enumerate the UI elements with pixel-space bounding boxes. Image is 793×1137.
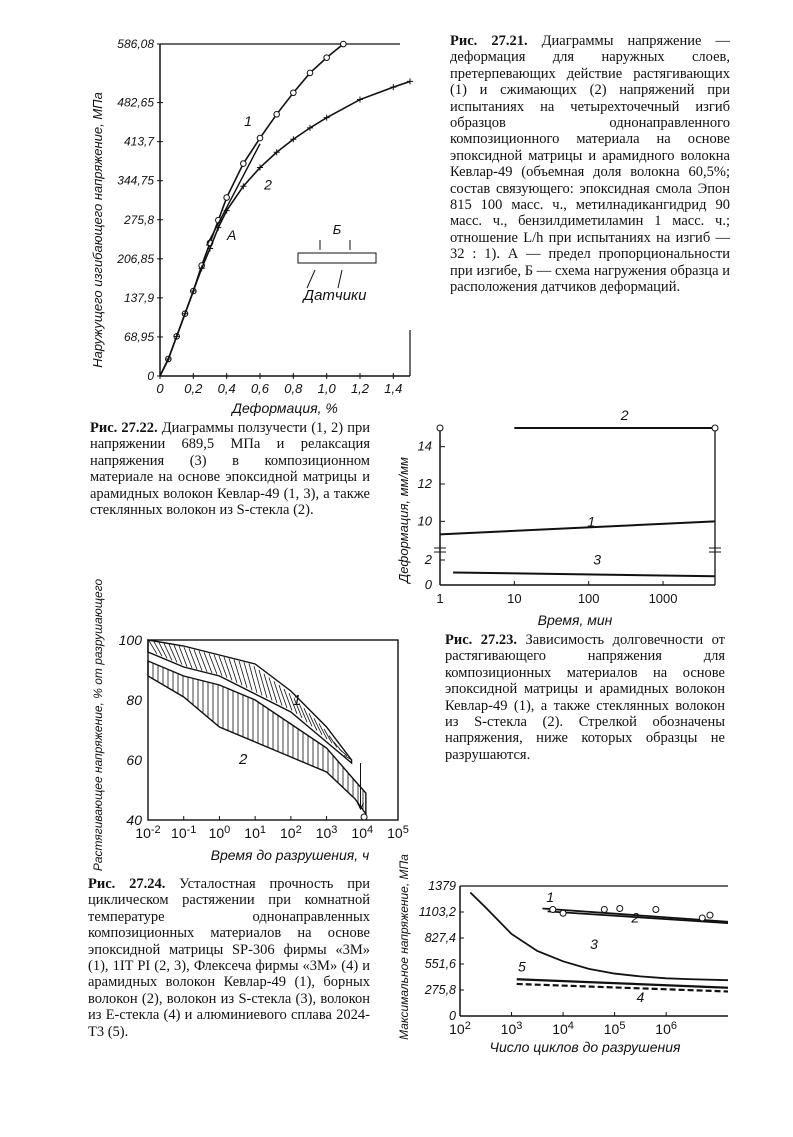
x-axis-title: Деформация, %	[232, 400, 338, 416]
data-point	[390, 84, 396, 90]
hatch	[274, 681, 282, 705]
data-point	[707, 912, 713, 918]
series-line-2	[160, 81, 410, 376]
y-axis-title: Растягивающее напряжение, % от разрушающего	[91, 578, 105, 872]
x-tick-label: 1,4	[384, 381, 403, 396]
y-tick-label: 80	[126, 692, 142, 708]
data-point	[601, 906, 607, 912]
y-tick-label: 275,8	[424, 983, 456, 997]
x-tick-label: 0,8	[284, 381, 303, 396]
hatch	[264, 674, 272, 701]
series-line-3	[453, 573, 715, 577]
data-point	[241, 161, 247, 167]
caption-label: Рис. 27.24.	[88, 876, 166, 892]
annotation-a: А	[226, 227, 237, 244]
y-tick-label: 0	[424, 577, 432, 592]
series-label: 3	[593, 551, 602, 568]
data-point	[550, 906, 556, 912]
load-arrows	[307, 240, 350, 288]
y-tick-label: 137,9	[123, 290, 154, 305]
series-label: 2	[264, 176, 272, 193]
data-point	[361, 814, 367, 820]
x-tick-label: 1	[436, 591, 444, 606]
x-axis-title: Время, мин	[537, 612, 613, 628]
hatch	[199, 651, 207, 672]
plot-area	[116, 37, 413, 396]
x-tick-label: $10^2$	[449, 1020, 471, 1037]
data-point	[324, 55, 330, 61]
x-tick-label: 10	[507, 591, 522, 606]
data-point	[257, 135, 263, 141]
hatch	[259, 670, 267, 698]
caption-label: Рис. 27.22.	[90, 420, 158, 436]
y-tick-label: 275,8	[123, 212, 154, 227]
hatch	[169, 644, 177, 662]
annotation-b: Б	[332, 222, 342, 237]
data-point	[617, 906, 623, 912]
hatch	[249, 663, 257, 692]
hatch	[214, 655, 222, 676]
x-tick-label: $10^0$	[208, 824, 231, 841]
y-tick-label: 2	[424, 552, 432, 567]
caption-fig-27-22	[90, 420, 370, 518]
data-point	[341, 41, 347, 47]
y-tick-label: 40	[126, 812, 142, 828]
x-tick-label: $10^2$	[280, 824, 302, 841]
series-label: 2	[620, 407, 629, 423]
series-label: 2	[631, 909, 640, 926]
x-tick-label: 1,0	[317, 381, 336, 396]
caption-fig-27-24	[88, 876, 370, 1040]
series-label: 1	[546, 888, 555, 905]
hatch	[154, 642, 162, 657]
hatch	[209, 653, 217, 674]
hatch	[254, 666, 262, 695]
series-label: 1	[244, 113, 252, 130]
hatch	[269, 678, 277, 704]
data-point	[307, 70, 313, 76]
hatch	[219, 656, 227, 678]
caption-label: Рис. 27.23.	[445, 632, 517, 648]
chart-fig-27-21	[80, 30, 500, 450]
chart-fig-27-24	[390, 854, 750, 1072]
y-tick-label: 586,08	[117, 37, 154, 51]
y-tick-label: 413,7	[123, 134, 154, 149]
x-tick-label: 0	[156, 381, 164, 396]
plot-area	[419, 879, 728, 1037]
x-tick-label: $10^3$	[315, 824, 338, 841]
data-point	[699, 915, 705, 921]
series-label: 1	[292, 692, 302, 709]
data-point	[437, 425, 443, 431]
x-tick-label: $10^3$	[500, 1020, 523, 1037]
y-tick-label: 0	[449, 1009, 456, 1023]
hatch	[244, 662, 252, 690]
chart-fig-27-22	[390, 407, 730, 635]
x-tick-label: $10^5$	[387, 824, 409, 841]
caption-text: Усталостная прочность при циклическом растяжении при комнатной температуре однонаправленных композиционных материалов на основе эпоксидной матрицы SP-306 фирмы «3M» (1), 1IT PI (2, 3), Флексеча фирмы «3M» (4) и арамидных волокон Кевлар-49 (1), борных волокон (2), волокон из S-стекла (3), волокон из Е-стекла (4) и алюминиевого сплава 2024-Т3 (5).	[88, 876, 370, 1040]
data-point	[653, 906, 659, 912]
specimen-sketch	[298, 253, 376, 263]
band-outline-2	[148, 661, 366, 814]
series-line-1	[440, 521, 715, 534]
x-tick-label: $10^5$	[603, 1020, 626, 1037]
series-label: 5	[517, 958, 526, 975]
caption-fig-27-21	[450, 33, 730, 296]
x-tick-label: $10^6$	[655, 1020, 678, 1037]
hatch	[189, 648, 197, 669]
y-tick-label: 60	[126, 752, 142, 768]
hatch	[204, 652, 212, 673]
hatch	[239, 661, 247, 688]
caption-label: Рис. 27.21.	[450, 33, 528, 49]
y-tick-label: 100	[118, 632, 142, 648]
series-line-4	[517, 984, 728, 992]
data-point	[712, 425, 718, 431]
y-axis-title: Максимальное напряжение, МПа	[397, 854, 411, 1040]
x-tick-label: 1,2	[350, 381, 370, 396]
x-axis-title: Время до разрушения, ч	[210, 847, 370, 863]
hatch	[194, 650, 202, 671]
y-tick-label: 14	[417, 438, 432, 454]
y-tick-label: 827,4	[424, 931, 456, 945]
y-tick-label: 344,75	[117, 173, 154, 188]
hatch	[229, 658, 237, 682]
y-tick-label: 1103,2	[418, 905, 456, 919]
hatch	[234, 660, 242, 686]
y-axis-title: Наружущего изгибающего напряжение, МПа	[90, 92, 105, 368]
caption-text: Диаграммы напряжение — деформация для наружных слоев, претерпевающих действие растягивающих (1) и сжимающих (2) напряжений при испытаниях на четырехточечный изгиб образцов однонаправленного композиционного материала на основе эпоксидной матрицы и арамидного волокна Кевлар-49 (объемная доля волокна 60,5%; состав связующего: эпоксидная смола Эпон 815 100 масс. ч., метилнадикангидрид 90 масс. ч., бензилдиметиламин 1 масс. ч.; отношение L/h при испытаниях на изгиб — 32 : 1). А — предел пропорциональности при изгибе, Б — схема нагружения образца и расположения датчиков деформаций.	[450, 33, 730, 296]
series-label: 3	[590, 936, 598, 953]
hatch	[174, 645, 182, 665]
chart-fig-27-23	[80, 578, 430, 872]
hatch	[149, 641, 157, 654]
x-tick-label: 1000	[648, 591, 678, 606]
plot-area	[418, 407, 721, 606]
caption-text: Диаграммы ползучести (1, 2) при напряжении 689,5 МПа и релаксация напряжения (3) в композиционном материале на основе эпоксидной матрицы и арамидных волокон Кевлар-49 (1, 3), а также стеклянных волокон из S-стекла (2).	[90, 420, 370, 519]
x-tick-label: $10^1$	[244, 824, 266, 841]
series-label: 2	[238, 751, 248, 768]
x-tick-label: 0,4	[217, 381, 236, 396]
data-point	[560, 910, 566, 916]
hatch	[224, 657, 232, 680]
x-axis-title: Число циклов до разрушения	[489, 1039, 681, 1055]
caption-text: Зависимость долговечности от растягивающего напряжения для композиционных материалов на основе эпоксидной матрицы и арамидных волокон Кевлар-49 (1), а также стеклянных волокон из S-стекла (2). Стрелкой обозначены напряжения, ниже которых образцы не разрушаются.	[445, 632, 726, 763]
y-tick-label: 68,95	[123, 329, 154, 344]
y-tick-label: 1379	[428, 879, 456, 893]
hatch	[179, 646, 187, 667]
x-tick-label: 0,6	[250, 381, 270, 396]
hatch	[184, 647, 192, 668]
axis-break	[434, 548, 721, 552]
hatch	[159, 643, 167, 659]
hatch	[284, 689, 292, 711]
y-tick-label: 12	[417, 476, 432, 491]
series-line-3	[470, 893, 728, 981]
caption-fig-27-23	[445, 632, 725, 763]
y-tick-label: 10	[417, 513, 432, 529]
y-tick-label: 551,6	[424, 957, 456, 971]
hatch	[164, 643, 172, 660]
y-tick-label: 206,85	[117, 251, 154, 266]
series-label: 1	[587, 513, 596, 530]
series-label: 4	[636, 988, 645, 1005]
x-tick-label: $10^4$	[552, 1020, 574, 1037]
data-point	[224, 195, 230, 201]
series-line-1	[160, 44, 343, 376]
x-tick-label: $10^4$	[351, 824, 374, 841]
plot-area	[119, 632, 409, 841]
y-axis-title: Деформация, мм/мм	[396, 457, 411, 583]
x-tick-label: $10^{-1}$	[171, 824, 197, 841]
y-tick-label: 0	[147, 369, 154, 383]
hatch	[279, 685, 287, 708]
x-tick-label: $10^{-2}$	[135, 824, 161, 841]
data-point	[274, 111, 280, 117]
data-point	[291, 90, 297, 96]
series-line-5	[517, 979, 728, 987]
data-point	[407, 78, 413, 84]
x-tick-label: 0,2	[184, 381, 203, 396]
y-tick-label: 482,65	[117, 95, 154, 110]
data-point	[357, 97, 363, 103]
x-tick-label: 100	[577, 591, 600, 606]
annotation-sensors: Датчики	[303, 287, 367, 304]
